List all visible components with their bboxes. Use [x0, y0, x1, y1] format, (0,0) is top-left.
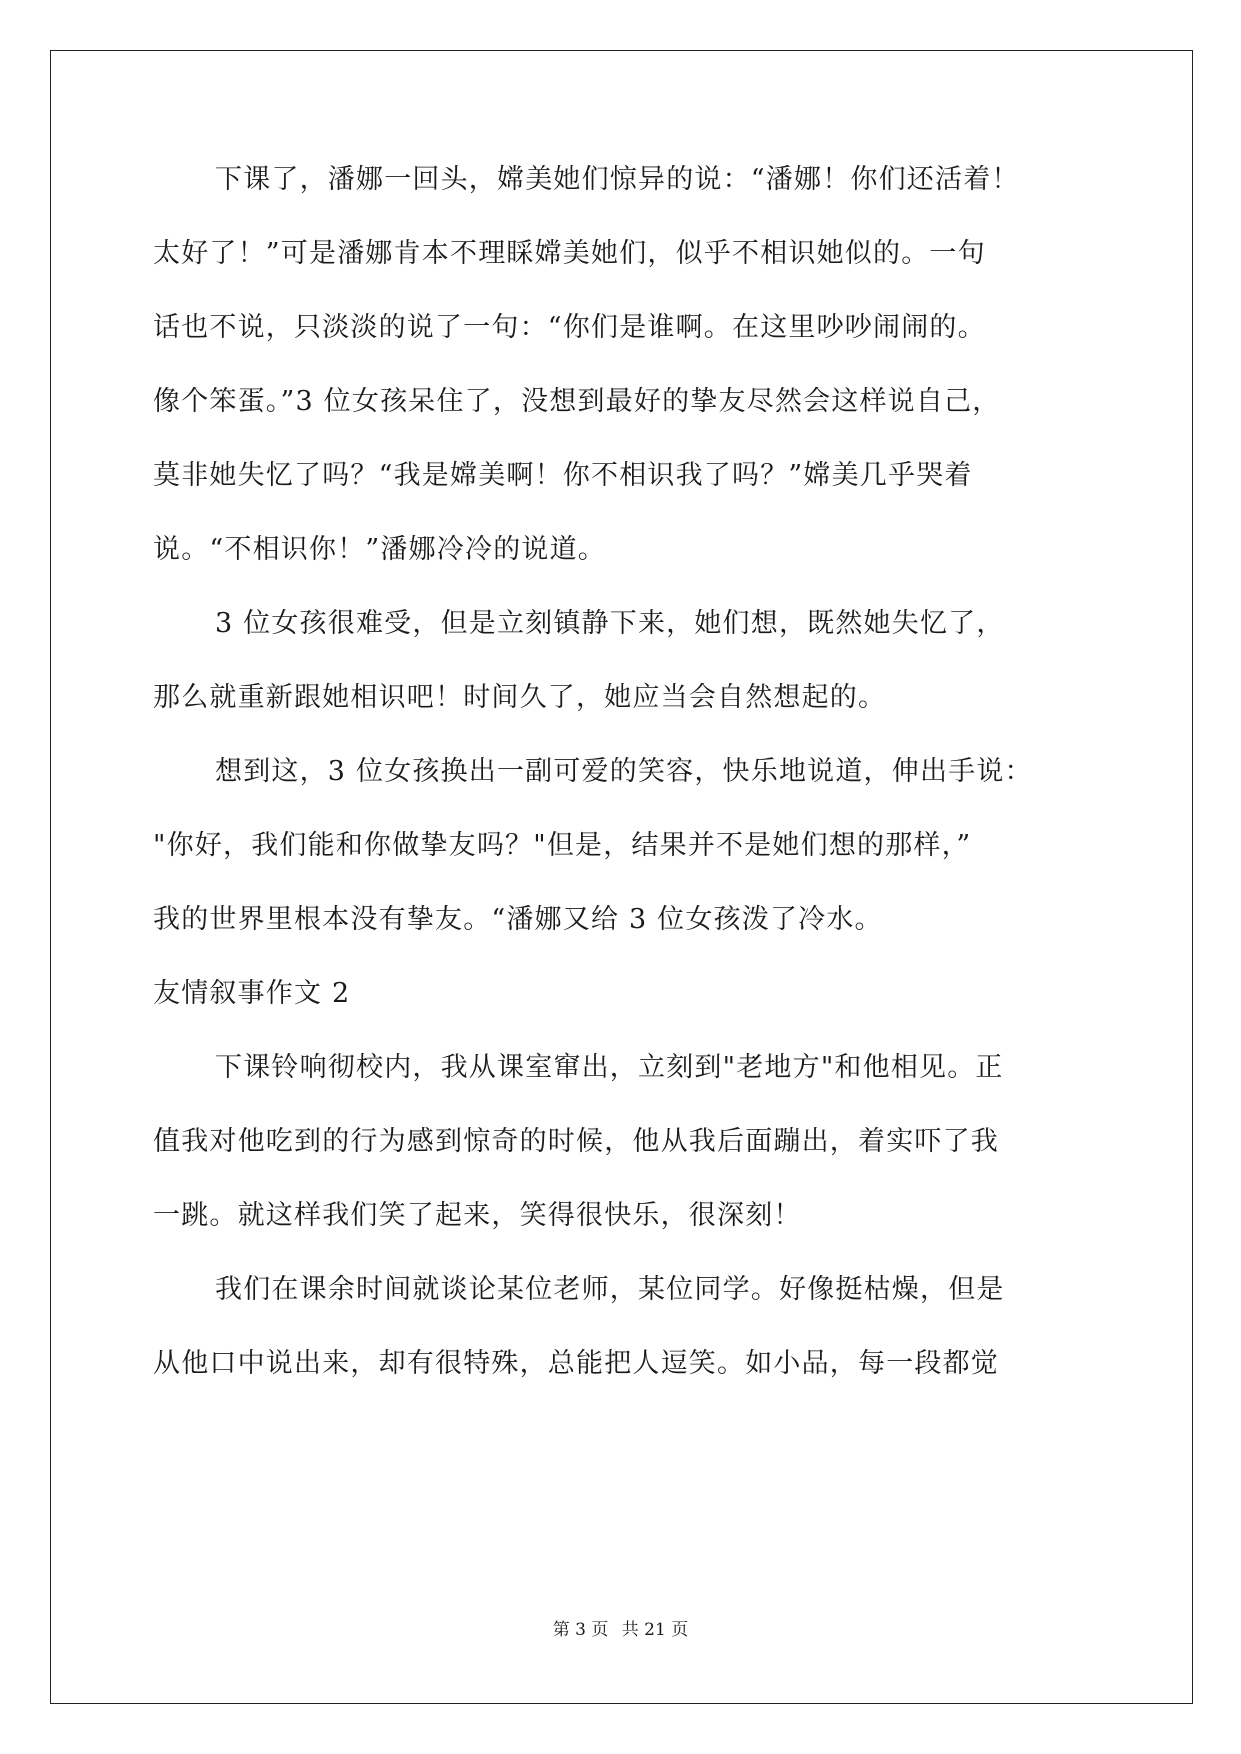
page-border: [50, 50, 1193, 1704]
paragraph-line: "你好，我们能和你做挚友吗？"但是，结果并不是她们想的那样，”: [153, 830, 972, 861]
paragraph-line: 那么就重新跟她相识吧！时间久了，她应当会自然想起的。: [153, 682, 887, 713]
paragraph-line: 说。“不相识你！”潘娜冷冷的说道。: [153, 534, 607, 565]
paragraph-line: 一跳。就这样我们笑了起来，笑得很快乐，很深刻！: [153, 1200, 802, 1231]
paragraph-line: 从他口中说出来，却有很特殊，总能把人逗笑。如小品，每一段都觉: [153, 1348, 999, 1379]
paragraph-line: 值我对他吃到的行为感到惊奇的时候，他从我后面蹦出，着实吓了我: [153, 1126, 999, 1157]
paragraph-line: 下课了，潘娜一回头，嫦美她们惊异的说：“潘娜！你们还活着！: [215, 164, 1020, 195]
page-number: 第 3 页: [552, 1620, 609, 1640]
paragraph-line: 话也不说，只淡淡的说了一句：“你们是谁啊。在这里吵吵闹闹的。: [153, 312, 986, 343]
paragraph-line: 下课铃响彻校内，我从课室窜出，立刻到"老地方"和他相见。正: [215, 1052, 1004, 1083]
paragraph-line: 我的世界里根本没有挚友。“潘娜又给 3 位女孩泼了冷水。: [153, 904, 883, 935]
paragraph-line: 我们在课余时间就谈论某位老师，某位同学。好像挺枯燥，但是: [215, 1274, 1005, 1305]
paragraph-line: 莫非她失忆了吗？“我是嫦美啊！你不相识我了吗？”嫦美几乎哭着: [153, 460, 973, 491]
page-total: 共 21 页: [621, 1620, 689, 1640]
section-heading: 友情叙事作文 2: [153, 978, 351, 1009]
paragraph-line: 太好了！”可是潘娜肯本不理睬嫦美她们，似乎不相识她似的。一句: [153, 238, 986, 269]
paragraph-line: 想到这，3 位女孩换出一副可爱的笑容，快乐地说道，伸出手说：: [215, 756, 1033, 787]
paragraph-line: 3 位女孩很难受，但是立刻镇静下来，她们想，既然她失忆了，: [215, 608, 1005, 639]
page-footer: [0, 1618, 1241, 1642]
paragraph-line: 像个笨蛋。”3 位女孩呆住了，没想到最好的挚友尽然会这样说自己，: [153, 386, 1001, 417]
